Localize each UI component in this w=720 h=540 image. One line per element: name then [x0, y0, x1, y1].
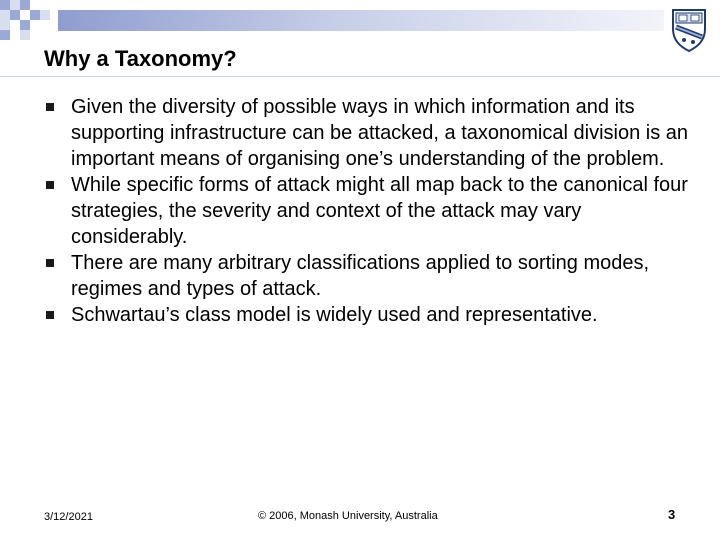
list-item — [40, 172, 700, 250]
list-item — [40, 94, 700, 172]
bullet-text: Given the diversity of possible ways in which information and its supporting infrastructure can be attacked, a taxonomical division is an important means of organising one’s understanding of the problem. — [71, 96, 689, 170]
square-bullet-icon — [46, 103, 54, 111]
square-bullet-icon — [46, 259, 54, 267]
bullet-text: Schwartau’s class model is widely used and representative. — [71, 304, 598, 326]
square-bullet-icon — [46, 311, 54, 319]
title-divider — [0, 76, 720, 77]
list-item — [40, 250, 700, 302]
slide-title: Why a Taxonomy? — [44, 46, 237, 71]
bullet-text: While specific forms of attack might all map back to the canonical four strategies, the severity and context of the attack may vary considerably. — [71, 174, 688, 248]
bullet-text: There are many arbitrary classifications applied to sorting modes, regimes and types of attack. — [71, 252, 650, 300]
monash-crest-icon — [664, 7, 714, 53]
decorative-checker — [0, 0, 60, 45]
bullet-list — [40, 94, 700, 328]
list-item — [40, 302, 700, 328]
page-number: 3 — [668, 507, 676, 522]
square-bullet-icon — [46, 181, 54, 189]
header-band — [58, 10, 664, 31]
footer-date: 3/12/2021 — [44, 511, 93, 523]
footer-copyright: © 2006, Monash University, Australia — [258, 510, 438, 522]
